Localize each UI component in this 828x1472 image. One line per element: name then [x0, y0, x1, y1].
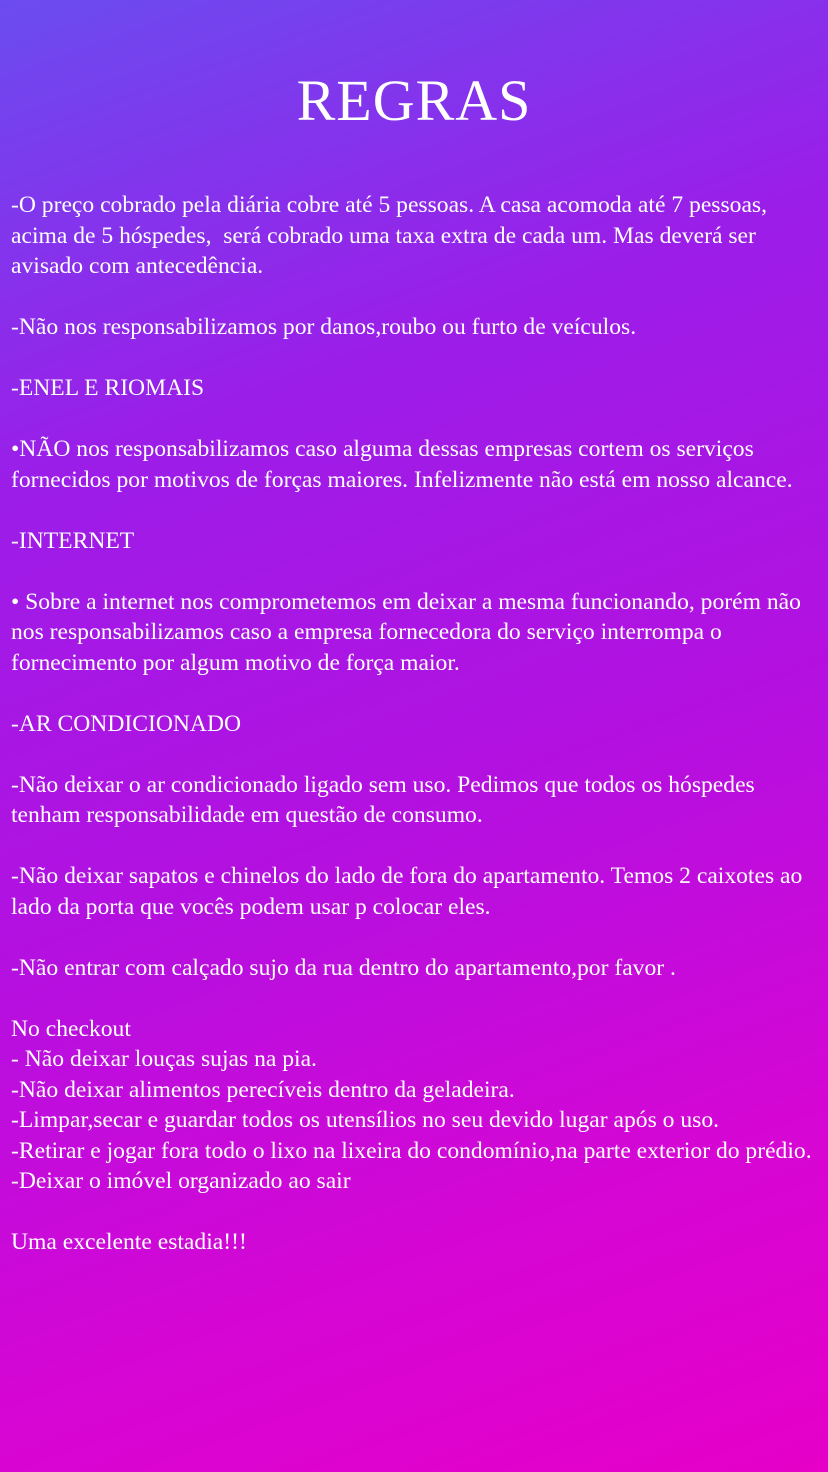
rule-paragraph-air-conditioning: -Não deixar o ar condicionado ligado sem uso. Pedimos que todos os hóspedes tenham responsabilidade em questão de consumo. [11, 771, 761, 828]
checkout-heading: No checkout [11, 1015, 131, 1042]
rule-paragraph-utilities: •NÃO nos responsabilizamos caso alguma dessas empresas cortem os serviços fornecidos por motivos de forças maiores. Infelizmente não está em nosso alcance. [11, 436, 793, 493]
rule-paragraph-shoes: -Não deixar sapatos e chinelos do lado de fora do apartamento. Temos 2 caixotes ao lado da porta que vocês podem usar p colocar eles. [11, 863, 809, 920]
section-heading-air-conditioning: -AR CONDICIONADO [11, 710, 242, 737]
rule-paragraph-pricing: -O preço cobrado pela diária cobre até 5 pessoas. A casa acomoda até 7 pessoas, acima de 5 hóspedes, será cobrado uma taxa extra de cada um. Mas deverá ser avisado com antecedência. [11, 192, 779, 279]
checkout-item: -Retirar e jogar fora todo o lixo na lixeira do condomínio,na parte exterior do prédio. [11, 1137, 812, 1164]
section-heading-internet: -INTERNET [11, 527, 135, 554]
checkout-item: -Deixar o imóvel organizado ao sair [11, 1168, 351, 1194]
page-title: REGRAS [296, 68, 532, 133]
checkout-item: -Não deixar alimentos perecíveis dentro da geladeira. [11, 1076, 515, 1103]
checkout-item: - Não deixar louças sujas na pia. [11, 1046, 317, 1072]
rule-paragraph-vehicles: -Não nos responsabilizamos por danos,roubo ou furto de veículos. [11, 314, 637, 340]
section-heading-enel-riomais: -ENEL E RIOMAIS [11, 375, 205, 401]
closing-message: Uma excelente estadia!!! [11, 1229, 247, 1255]
rules-content [11, 190, 823, 1288]
checkout-item: -Limpar,secar e guardar todos os utensílios no seu devido lugar após o uso. [11, 1107, 720, 1133]
rule-paragraph-dirty-shoes: -Não entrar com calçado sujo da rua dentro do apartamento,por favor . [11, 954, 676, 981]
rule-paragraph-internet: • Sobre a internet nos comprometemos em deixar a mesma funcionando, porém não nos responsabilizamos caso a empresa fornecedora do serviço interrompa o fornecimento por algum motivo de força maior. [11, 588, 807, 676]
checkout-section [11, 1014, 823, 1197]
